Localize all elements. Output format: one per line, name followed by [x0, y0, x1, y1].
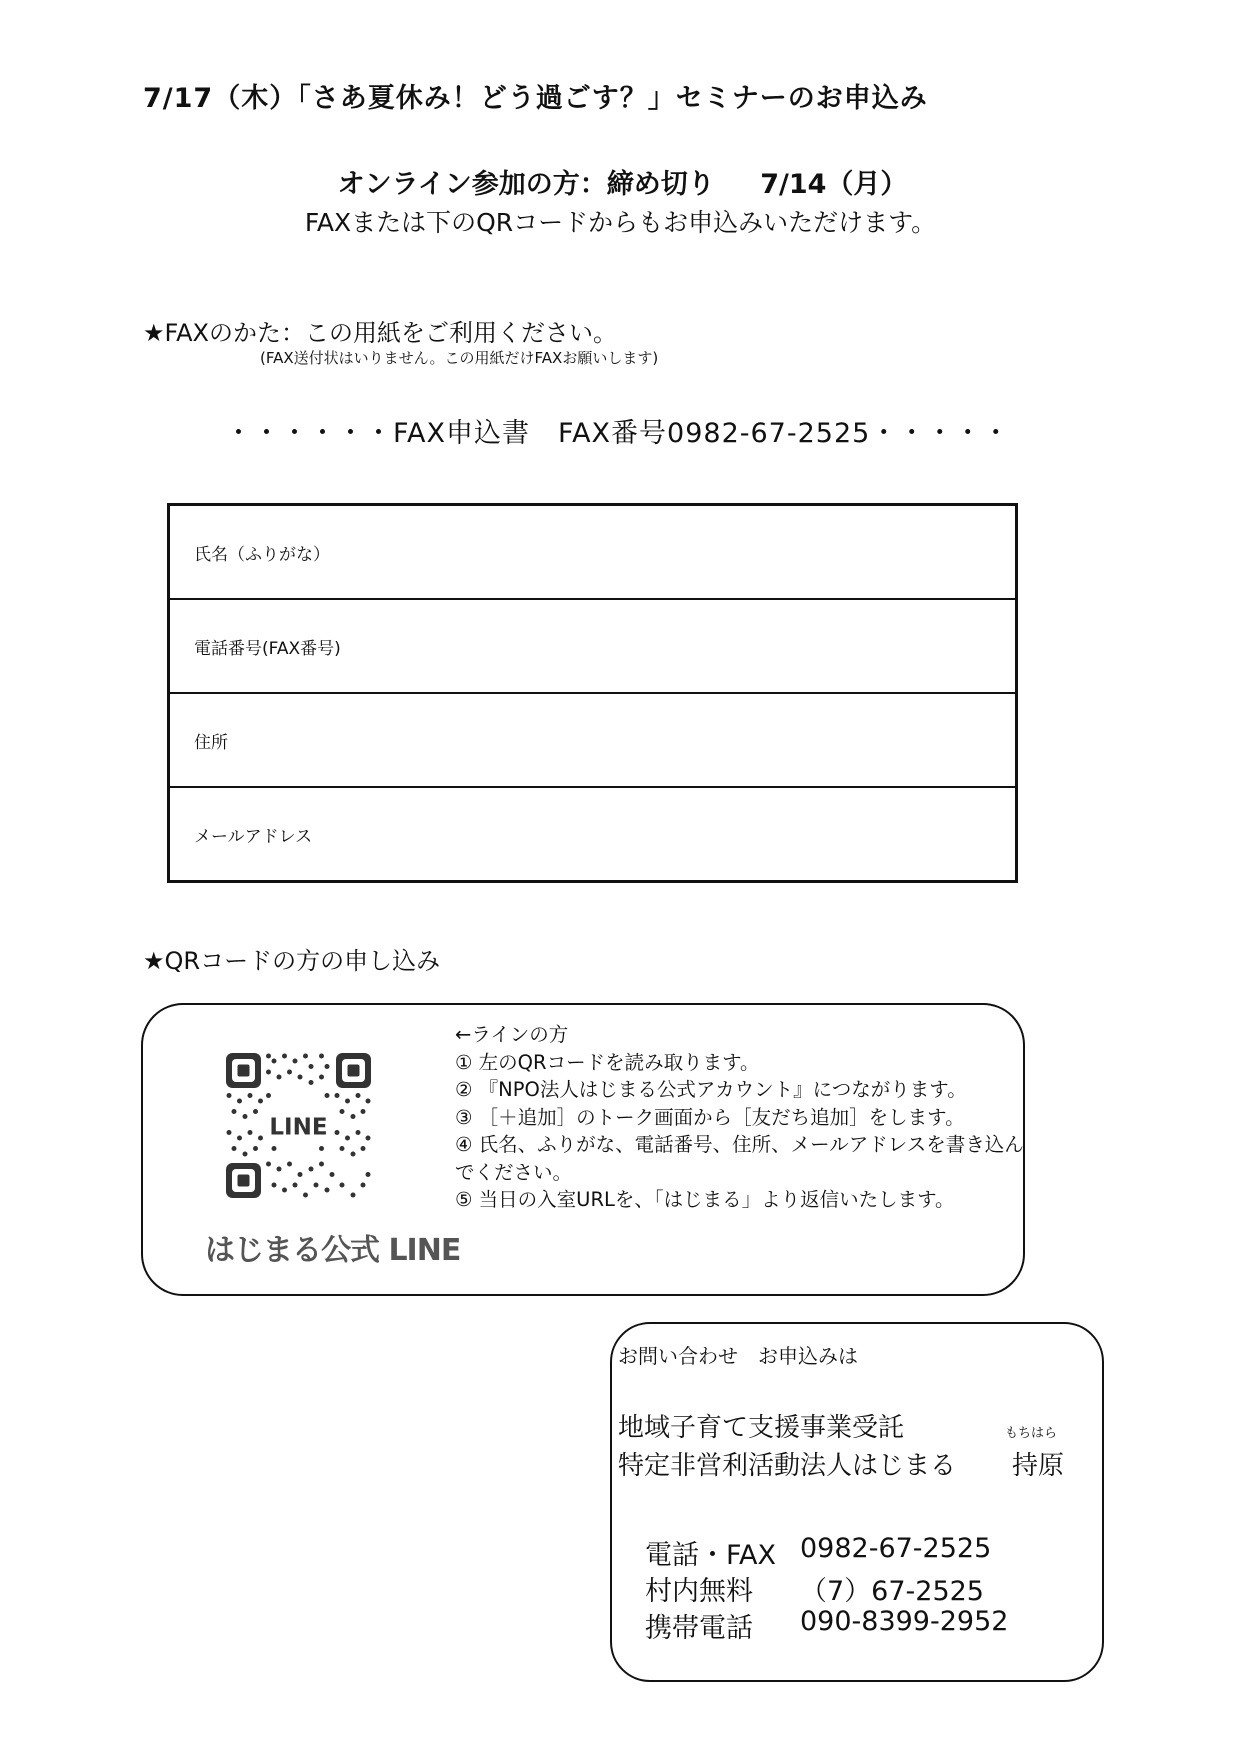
contact-org-line2: 特定非営利活動法人はじまる — [618, 1451, 957, 1481]
form-label: 住所 — [169, 693, 1017, 787]
contact-label-mobile: 携帯電話 — [645, 1613, 753, 1644]
form-row-email[interactable] — [169, 787, 1017, 882]
form-label: 氏名（ふりがな） — [169, 505, 1017, 600]
contact-value-village-free[interactable]: （7）67-2525 — [800, 1576, 984, 1607]
form-row-phone[interactable] — [169, 599, 1017, 693]
contact-label-phone-fax: 電話・FAX — [645, 1540, 777, 1571]
qr-caption: はじまる公式 LINE — [205, 1233, 461, 1268]
contact-heading: お問い合わせ お申込みは — [618, 1344, 858, 1368]
fax-section-subnote: (FAX送付状はいりません。この用紙だけFAXお願いします) — [260, 349, 659, 367]
page-title: 7/17（木）「さあ夏休み！どう過ごす？」セミナーのお申込み — [143, 83, 928, 114]
qr-step: ② 『NPO法人はじまる公式アカウント』につながります。 — [455, 1078, 967, 1101]
contact-name-ruby: もちはら — [1005, 1426, 1058, 1441]
form-label: 電話番号(FAX番号) — [169, 599, 1017, 693]
qr-steps-list — [455, 1021, 1025, 1214]
fax-form-title: ・・・・・・FAX申込書 FAX番号0982-67-2525・・・・・ — [225, 418, 1011, 449]
qr-logo-text: LINE — [269, 1114, 328, 1141]
qr-step: ④ 氏名、ふりがな、電話番号、住所、メールアドレスを書き込んでください。 — [455, 1133, 1024, 1184]
contact-org-line1: 地域子育て支援事業受託 — [618, 1413, 905, 1443]
deadline-date: 7/14（月） — [760, 169, 908, 200]
contact-label-village-free: 村内無料 — [645, 1576, 753, 1607]
application-form-table — [167, 503, 1018, 883]
qr-step: ←ラインの方 — [455, 1023, 569, 1046]
contact-value-mobile[interactable]: 090-8399-2952 — [800, 1606, 1009, 1637]
line-qr-code-icon[interactable] — [226, 1053, 371, 1198]
online-deadline — [0, 162, 1241, 201]
form-label: メールアドレス — [169, 787, 1017, 882]
qr-step: ③ ［＋追加］のトーク画面から［友だち追加］をします。 — [455, 1105, 965, 1129]
qr-step: ① 左のQRコードを読み取ります。 — [455, 1050, 760, 1074]
form-row-address[interactable] — [169, 693, 1017, 787]
form-row-name[interactable] — [169, 505, 1017, 600]
contact-person-name: 持原 — [1012, 1451, 1065, 1481]
qr-step: ⑤ 当日の入室URLを、「はじまる」より返信いたします。 — [455, 1188, 955, 1211]
fax-section-heading: ★FAXのかた：この用紙をご利用ください。 — [143, 319, 617, 347]
qr-section-heading: ★QRコードの方の申し込み — [143, 947, 441, 975]
fax-or-qr-note: FAXまたは下のQRコードからもお申込みいただけます。 — [304, 208, 937, 237]
contact-value-phone-fax[interactable]: 0982-67-2525 — [800, 1533, 992, 1564]
online-label: オンライン参加の方：締め切り — [337, 169, 715, 200]
